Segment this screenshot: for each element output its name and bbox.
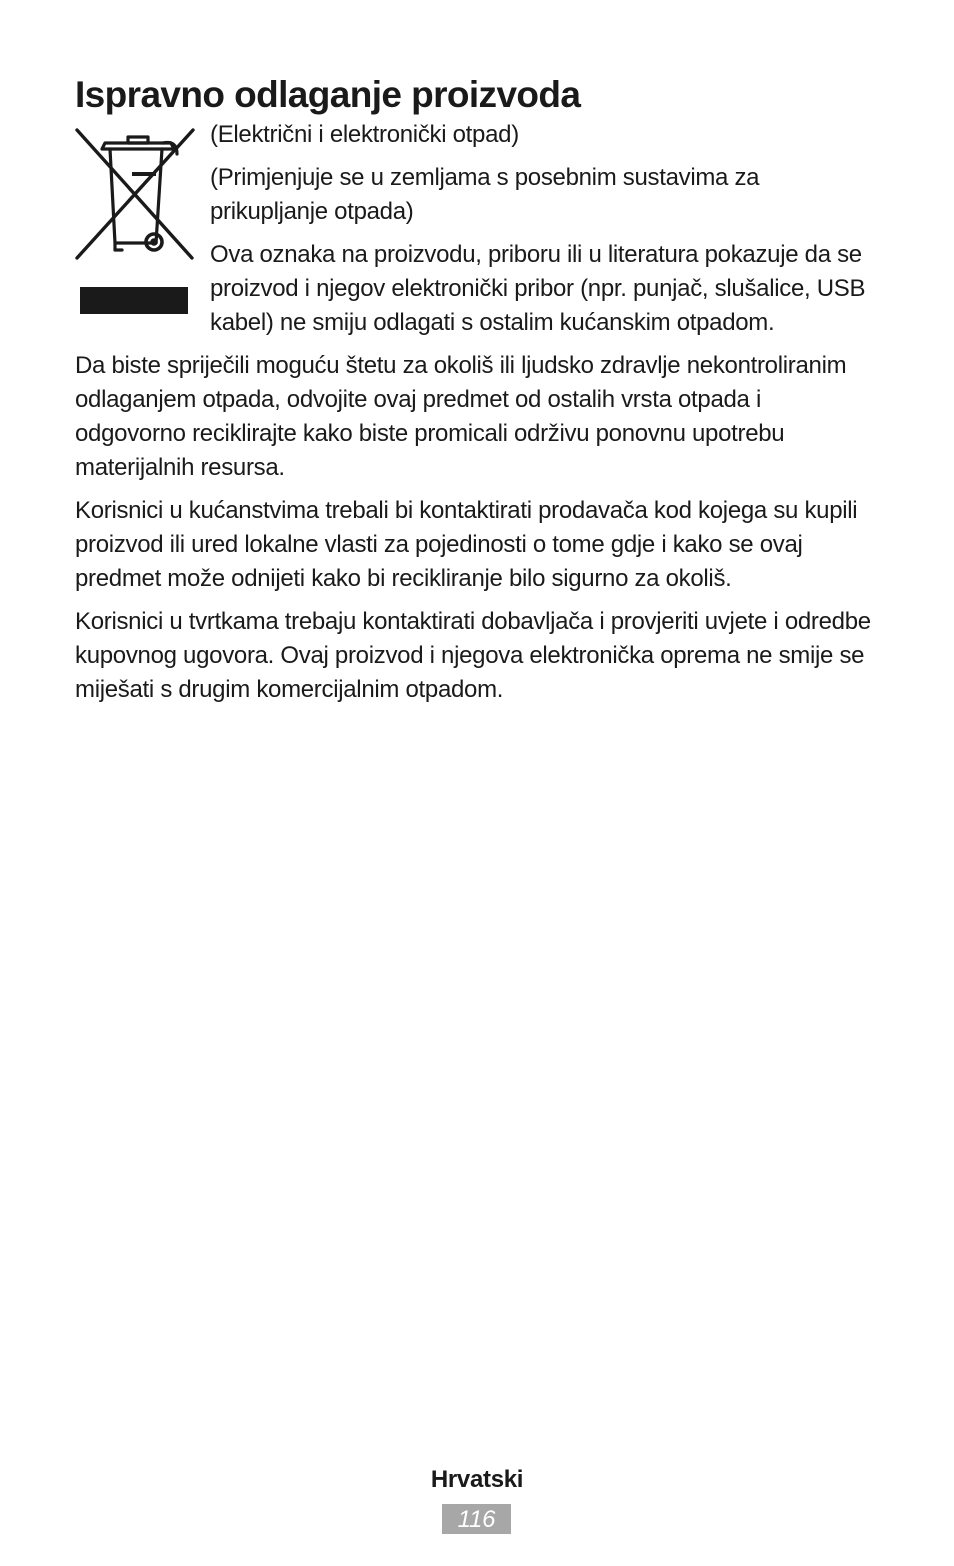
- footer-language: Hrvatski: [430, 1466, 524, 1493]
- page-number: 116: [442, 1504, 511, 1534]
- paragraph-2: Korisnici u kućanstvima trebali bi kontaktirati prodavača kod kojega su kupili proizvod ili ured lokalne vlasti za pojedinosti o tome gdje i kako se ovaj predmet može odnijeti kako bi recikliranje bilo sigurno za okoliš.: [75, 497, 858, 592]
- paragraph-1: Da biste spriječili moguću štetu za okoliš ili ljudsko zdravlje nekontroliranim odlaganjem otpada, odvojite ovaj predmet od ostalih vrsta otpada i odgovorno reciklirajte kako biste promicali održivu ponovnu upotrebu materijalnih resursa.: [75, 352, 847, 481]
- paragraph-3: Korisnici u tvrtkama trebaju kontaktirati dobavljača i provjeriti uvjete i odredbe kupovnog ugovora. Ovaj proizvod i njegova elektronička oprema ne smije se miješati s drugim komercijalnim otpadom.: [75, 608, 871, 703]
- page-title: Ispravno odlaganje proizvoda: [75, 74, 581, 115]
- text-body: [75, 118, 875, 716]
- intro-line-1: (Električni i elektronički otpad): [210, 121, 519, 148]
- intro-line-3: Ova oznaka na proizvodu, priboru ili u literatura pokazuje da se proizvod i njegov elektronički pribor (npr. punjač, slušalice, USB kabel) ne smiju odlagati s ostalim kućanskim otpadom.: [210, 241, 866, 336]
- icon-float-spacer: [75, 118, 210, 328]
- intro-line-2: (Primjenjuje se u zemljama s posebnim sustavima za prikupljanje otpada): [210, 164, 760, 225]
